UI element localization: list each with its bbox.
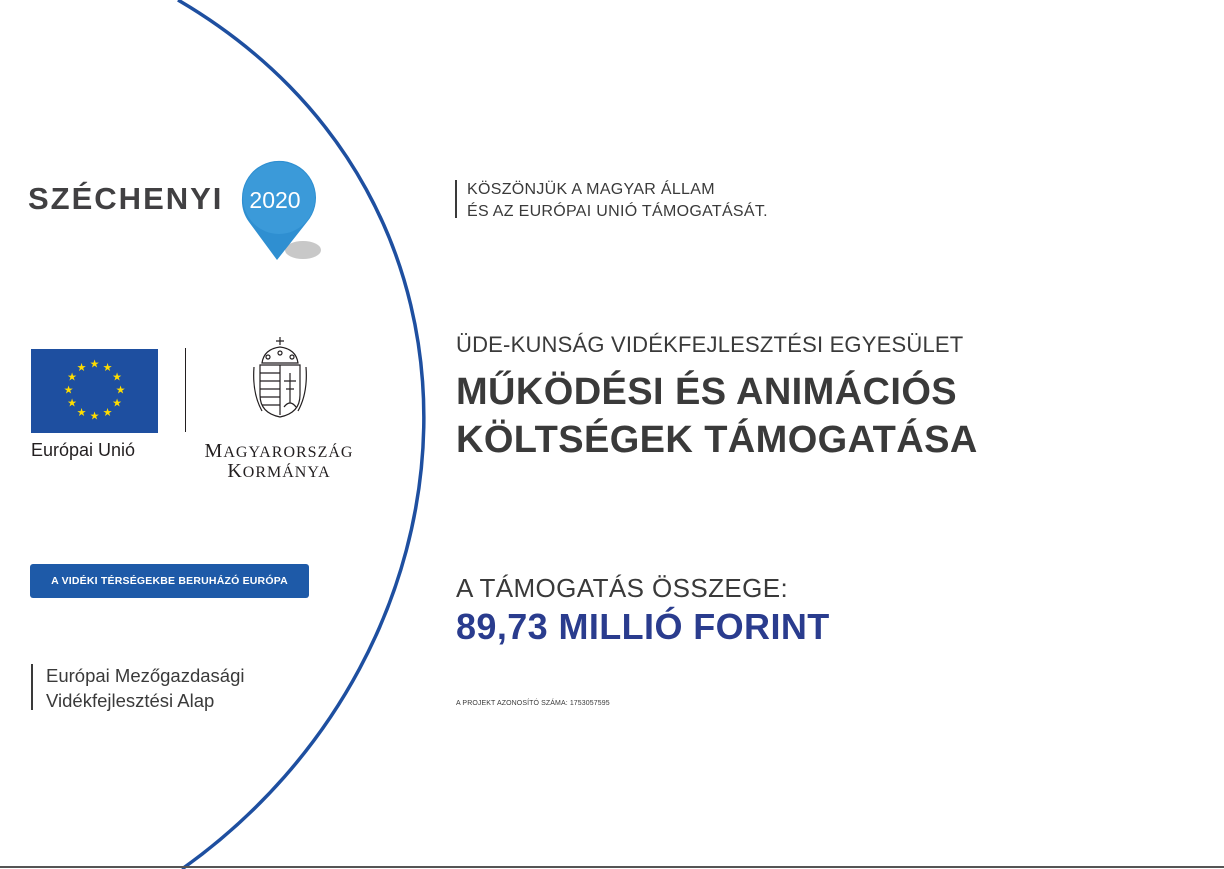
eu-flag-icon	[31, 349, 158, 433]
svg-text:★: ★	[76, 406, 87, 419]
support-amount-label: A TÁMOGATÁS ÖSSZEGE:	[456, 573, 789, 603]
project-title	[456, 368, 978, 464]
eu-label: Európai Unió	[31, 440, 136, 460]
szechenyi-year: 2020	[249, 187, 301, 213]
government-line1-initial: M	[204, 440, 224, 462]
bottom-border	[0, 866, 1224, 868]
thanks-line2: ÉS AZ EURÓPAI UNIÓ TÁMOGATÁSÁT.	[467, 203, 768, 220]
logo-divider	[185, 348, 186, 432]
svg-text:★: ★	[89, 409, 100, 423]
svg-text:★: ★	[89, 357, 100, 371]
svg-text:★: ★	[112, 396, 122, 410]
svg-text:★: ★	[115, 383, 126, 397]
project-title-line2: KÖLTSÉGEK TÁMOGATÁSA	[456, 419, 978, 461]
thanks-line1: KÖSZÖNJÜK A MAGYAR ÁLLAM	[467, 181, 715, 198]
government-line2-rest: ORMÁNYA	[242, 464, 331, 481]
szechenyi-wordmark: SZÉCHENYI	[28, 181, 224, 216]
svg-text:★: ★	[112, 370, 122, 384]
europe-investing-banner: A VIDÉKI TÉRSÉGEKBE BERUHÁZÓ EURÓPA	[30, 564, 309, 598]
fund-name-line2: Vidékfejlesztési Alap	[46, 690, 215, 711]
government-line1-rest: AGYARORSZÁG	[223, 444, 354, 461]
decorative-curve	[0, 0, 460, 869]
government-line2-initial: K	[227, 460, 243, 482]
project-id: A PROJEKT AZONOSÍTÓ SZÁMA: 1753057595	[456, 700, 610, 707]
fund-accent-bar	[31, 664, 33, 710]
thanks-accent-bar	[455, 180, 457, 218]
support-amount: 89,73 MILLIÓ FORINT	[456, 606, 830, 647]
szechenyi-2020-logo	[28, 160, 328, 270]
svg-text:★: ★	[67, 396, 77, 410]
project-title-line1: MŰKÖDÉSI ÉS ANIMÁCIÓS	[456, 371, 958, 413]
fund-name	[46, 663, 245, 713]
organization-name: ÜDE-KUNSÁG VIDÉKFEJLESZTÉSI EGYESÜLET	[456, 332, 964, 357]
svg-text:★: ★	[76, 361, 87, 374]
fund-name-line1: Európai Mezőgazdasági	[46, 665, 245, 686]
thanks-text	[467, 179, 768, 223]
svg-text:★: ★	[102, 406, 113, 419]
svg-text:★: ★	[102, 361, 113, 374]
svg-text:★: ★	[63, 383, 74, 397]
coat-of-arms-icon	[250, 333, 310, 423]
svg-text:★: ★	[67, 370, 77, 384]
government-name-line2	[203, 460, 355, 483]
